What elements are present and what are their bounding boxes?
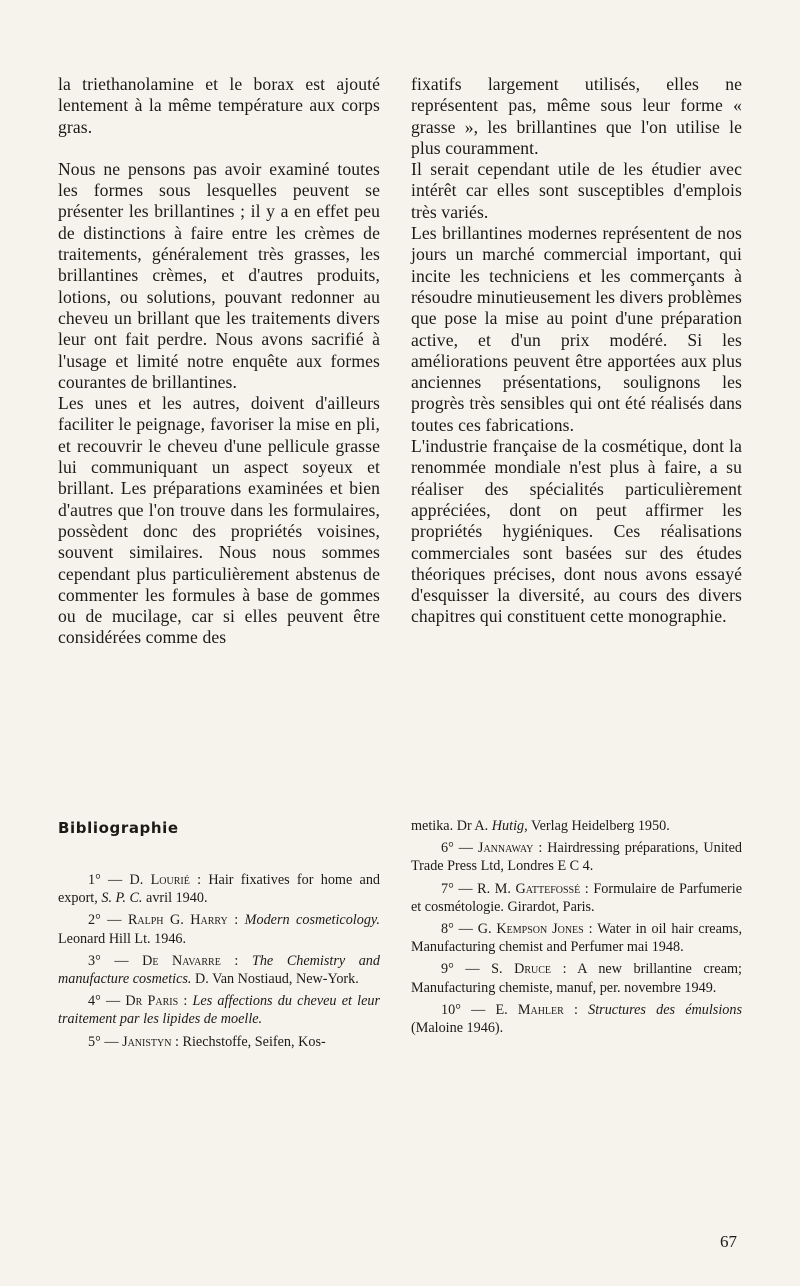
entry-number: 3° [88,952,101,969]
bibliography-entry: 4° — Dr Paris : Les affections du cheveu et leur traitement par les lipides de moelle. [58,993,381,1028]
bibliography-heading: Bibliographie [58,819,179,837]
entry-separator: : [580,880,594,897]
bibliography-entry-continuation [411,817,742,835]
entry-number: 8° [441,921,454,938]
entry-separator: : [178,993,193,1010]
entry-author: R. M. Gattefossé [477,880,581,897]
entry-tail: Leonard Hill Lt. 1946. [58,930,187,947]
entry-author: De Navarre [142,952,221,969]
entry-author: Janistyn [122,1033,172,1050]
entry-italic: Hutig, [491,818,528,834]
entry-author: Jannaway [477,840,534,857]
bibliography-entry: 3° — De Navarre : The Chemistry and manufacture cosmetics. D. Van Nostiaud, New-York. [58,952,380,988]
paragraph: la triethanolamine et le borax est ajouté lentement à la même température aux corps gras. [58,74,380,137]
paragraph: Il serait cependant utile de les étudier avec intérêt car elles sont susceptibles d'emplois très variés. [411,159,742,222]
entry-italic: The Chemistry and manufacture cosmetics. [58,952,380,988]
entry-tail: (Maloine 1946). [411,1020,504,1037]
entry-author: E. Mahler [495,1001,564,1018]
bibliography-list-left [58,871,380,1055]
bibliography-entry: 2° — Ralph G. Harry : Modern cosmeticology. Leonard Hill Lt. 1946. [58,912,380,947]
entry-separator: : [583,921,598,938]
paragraph: L'industrie française de la cosmétique, dont la renommée mondiale n'est plus à faire, a su réaliser des spécialités particulièrement appréciées, dont on peut affirmer les propriétés hygiéniques. Ces réalisations commerciales sont basées sur des études théoriques précises, dont nous avons essayé d'esquisser la diversité, au cours des divers chapitres qui constituent cette monographie. [411,436,742,627]
entry-separator: : [227,912,245,929]
entry-separator: : [189,872,209,888]
entry-text: Hair fixatives for home and export, [58,872,381,907]
bibliography-entry: 9° — S. Druce : A new brillantine cream; Manufacturing chemiste, manuf, per. novembre 1949. [411,961,742,996]
entry-number: 2° [88,912,101,929]
entry-italic: Structures des émulsions [588,1001,742,1018]
entry-number: 9° [441,961,454,978]
entry-tail: D. Van Nostiaud, New-York. [191,971,359,988]
entry-separator: : [220,952,252,969]
entry-text: metika. Dr A. [411,818,492,834]
entry-author: G. Kempson Jones [477,921,584,938]
entry-number: 4° [88,993,101,1010]
entry-text: Water in oil hair creams, Manufacturing chemist and Perfumer mai 1948. [411,921,743,956]
entry-separator: : [563,1001,589,1018]
paragraph-gap [58,138,380,159]
entry-number: 7° [441,880,454,897]
entry-separator: : [171,1033,183,1050]
paragraph: fixatifs largement utilisés, elles ne représentent pas, même sous leur forme « grasse », les brillantines que l'on utilise le plus couramment. [411,74,742,158]
page-number: 67 [720,1232,737,1251]
entry-italic: Les affections du cheveu et leur traitement par les lipides de moelle. [58,993,381,1028]
entry-number: 1° [88,872,101,888]
entry-author: S. Druce [491,961,552,978]
paragraph: Les unes et les autres, doivent d'ailleurs faciliter le peignage, favoriser la mise en pli, et recouvrir le cheveu d'une pellicule grasse lui communiquant un aspect soyeux et brillant. Les préparations examinées et bien d'autres que l'on trouve dans les formulaires, possèdent donc des propriétés voisines, souvent similaires. Nous nous sommes cependant plus particulièrement abstenus de commenter les formules à base de gommes ou de mucilage, car si elles peuvent être considérées comme des [58,393,380,648]
paragraph: Les brillantines modernes représentent de nos jours un marché commercial important, qui incite les techniciens et les commerçants à résoudre minutieusement les divers problèmes que pose la mise au point d'une préparation active, et d'un prix modéré. Si les améliorations peuvent être apportées aux plus anciennes présentations, soulignons les progrès très sensibles qui ont été réalisés dans toutes ces fabrications. [411,223,742,435]
right-column [411,74,742,628]
entry-author: D. Lourié [129,872,190,888]
bibliography-entry: 5° — Janistyn : Riechstoffe, Seifen, Kos- [88,1033,326,1050]
entry-italic: Modern cosmeticology. [244,912,380,929]
bibliography-entry: 7° — R. M. Gattefossé : Formulaire de Parfumerie et cosmétologie. Girardot, Paris. [411,880,743,915]
entry-text: A new brillantine cream; Manufacturing chemiste, manuf, per. novembre 1949. [411,961,742,996]
entry-separator: : [551,961,578,978]
paragraph: Nous ne pensons pas avoir examiné toutes les formes sous lesquelles peuvent se présenter les brillantines ; il y a en effet peu de distinctions à faire entre les crèmes de traitements, généralement très grasses, les brillantines crèmes, et d'autres produits, lotions, ou solutions, pouvant redonner au cheveu un brillant que les traitements divers leur ont fait perdre. Nous avons sacrifié à l'usage et limité notre enquête aux formes courantes de brillantines. [58,158,380,392]
bibliography-entry: 6° — Jannaway : Hairdressing préparations, United Trade Press Ltd, Londres E C 4. [411,840,743,875]
bibliography-entry: 8° — G. Kempson Jones : Water in oil hair creams, Manufacturing chemist and Perfumer mai 1948. [411,921,743,956]
entry-separator: : [533,840,548,857]
left-column [58,74,380,649]
entry-tail: avril 1940. [142,890,208,907]
entry-text: Formulaire de Parfumerie et cosmétologie. Girardot, Paris. [411,880,743,915]
entry-tail: Verlag Heidelberg 1950. [527,818,670,834]
entry-author: Dr Paris [125,993,179,1010]
bibliography-list-right [411,817,742,1041]
entry-number: 10° [441,1001,461,1018]
entry-number: 5° [88,1033,101,1050]
entry-text: Riechstoffe, Seifen, Kos- [182,1033,326,1050]
entry-italic: S. P. C. [101,890,143,907]
bibliography-entry: 1° — D. Lourié : Hair fixatives for home and export, S. P. C. avril 1940. [58,872,381,907]
entry-text: Hairdressing préparations, United Trade Press Ltd, Londres E C 4. [411,840,743,875]
entry-author: Ralph G. Harry [127,912,228,929]
bibliography-entry: 10° — E. Mahler : Structures des émulsions (Maloine 1946). [411,1001,742,1037]
entry-number: 6° [441,840,454,857]
